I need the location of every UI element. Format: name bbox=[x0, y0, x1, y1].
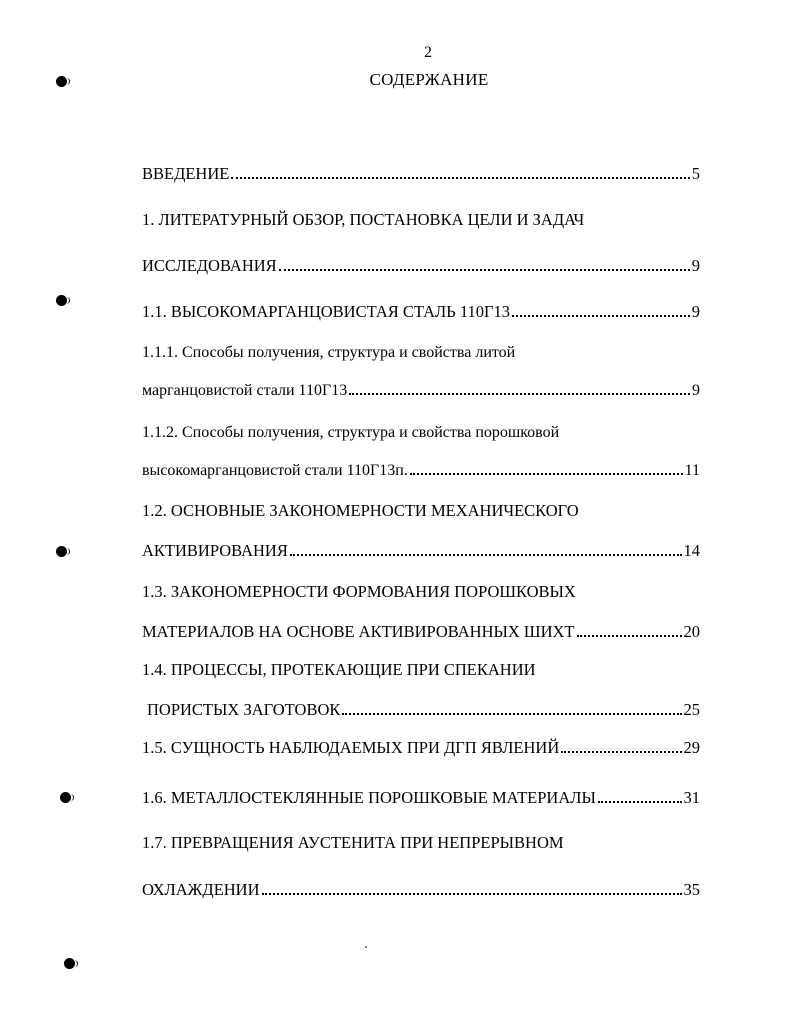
scan-speck bbox=[365, 946, 367, 948]
toc-entry-page: 29 bbox=[683, 738, 700, 757]
toc-entry[interactable] bbox=[142, 252, 700, 276]
punch-hole-icon bbox=[56, 295, 67, 306]
toc-entry-title: 1. ЛИТЕРАТУРНЫЙ ОБЗОР, ПОСТАНОВКА ЦЕЛИ И ЗАДАЧ bbox=[142, 210, 585, 229]
toc-entry[interactable] bbox=[142, 784, 700, 808]
toc-entry[interactable] bbox=[142, 206, 700, 230]
toc-entry[interactable] bbox=[142, 298, 700, 322]
toc-entry[interactable] bbox=[142, 618, 700, 642]
toc-entry-title: МАТЕРИАЛОВ НА ОСНОВЕ АКТИВИРОВАННЫХ ШИХТ bbox=[142, 622, 575, 641]
toc-entry[interactable] bbox=[142, 734, 700, 758]
toc-leader-dots bbox=[290, 553, 682, 556]
toc-leader-dots bbox=[262, 892, 682, 895]
toc-entry-title: 1.2. ОСНОВНЫЕ ЗАКОНОМЕРНОСТИ МЕХАНИЧЕСКОГО bbox=[142, 501, 579, 520]
toc-entry-title: ОХЛАЖДЕНИИ bbox=[142, 880, 260, 899]
toc-leader-dots bbox=[561, 750, 681, 753]
toc-entry-title: 1.7. ПРЕВРАЩЕНИЯ АУСТЕНИТА ПРИ НЕПРЕРЫВНОМ bbox=[142, 833, 564, 852]
toc-entry-title: 1.5. СУЩНОСТЬ НАБЛЮДАЕМЫХ ПРИ ДГП ЯВЛЕНИЙ bbox=[142, 738, 560, 757]
toc-leader-dots bbox=[349, 392, 690, 395]
toc-entry-title: 1.4. ПРОЦЕССЫ, ПРОТЕКАЮЩИЕ ПРИ СПЕКАНИИ bbox=[142, 660, 536, 679]
page-number: 2 bbox=[424, 44, 432, 61]
toc-entry-page: 25 bbox=[683, 700, 700, 719]
toc-entry-title: высокомарганцовистой стали 110Г13п. bbox=[142, 462, 408, 479]
toc-entry-title: АКТИВИРОВАНИЯ bbox=[142, 541, 288, 560]
toc-entry[interactable] bbox=[142, 829, 700, 853]
toc-entry-title: 1.3. ЗАКОНОМЕРНОСТИ ФОРМОВАНИЯ ПОРОШКОВЫХ bbox=[142, 582, 576, 601]
toc-entry-title: 1.1.1. Способы получения, структура и свойства литой bbox=[142, 344, 516, 361]
toc-entry-title: 1.6. МЕТАЛЛОСТЕКЛЯННЫЕ ПОРОШКОВЫЕ МАТЕРИАЛЫ bbox=[142, 788, 596, 807]
toc-leader-dots bbox=[512, 314, 690, 317]
toc-entry-title: ИССЛЕДОВАНИЯ bbox=[142, 256, 277, 275]
toc-leader-dots bbox=[342, 712, 681, 715]
toc-leader-dots bbox=[231, 176, 689, 179]
punch-hole-icon bbox=[56, 76, 67, 87]
toc-entry-title: 1.1.2. Способы получения, структура и свойства порошковой bbox=[142, 424, 560, 441]
toc-entry-page: 9 bbox=[692, 382, 700, 399]
toc-leader-dots bbox=[577, 634, 682, 637]
toc-entry-page: 11 bbox=[684, 462, 700, 479]
toc-entry-title: 1.1. ВЫСОКОМАРГАНЦОВИСТАЯ СТАЛЬ 110Г13 bbox=[142, 302, 511, 321]
toc-entry-page: 5 bbox=[691, 164, 700, 183]
toc-entry[interactable] bbox=[142, 456, 700, 480]
toc-entry[interactable] bbox=[142, 418, 700, 442]
toc-entry[interactable] bbox=[142, 497, 700, 521]
toc-entry-page: 20 bbox=[683, 622, 700, 641]
toc-entry-page: 9 bbox=[691, 302, 700, 321]
toc-entry[interactable] bbox=[142, 578, 700, 602]
toc-entry[interactable] bbox=[142, 876, 700, 900]
toc-entry-title: ВВЕДЕНИЕ bbox=[142, 164, 230, 183]
toc-entry[interactable] bbox=[142, 338, 700, 362]
toc-entry[interactable] bbox=[147, 696, 700, 720]
toc-entry-page: 14 bbox=[683, 541, 700, 560]
punch-hole-icon bbox=[60, 792, 71, 803]
toc-entry-page: 9 bbox=[691, 256, 700, 275]
toc-entry-page: 31 bbox=[683, 788, 700, 807]
page-title: СОДЕРЖАНИЕ bbox=[369, 70, 489, 89]
toc-entry-title: марганцовистой стали 110Г13 bbox=[142, 382, 348, 399]
toc-entry-page: 35 bbox=[683, 880, 700, 899]
toc-entry[interactable] bbox=[142, 656, 700, 680]
toc-entry[interactable] bbox=[142, 376, 700, 400]
toc-entry-title: ПОРИСТЫХ ЗАГОТОВОК bbox=[147, 700, 341, 719]
toc-leader-dots bbox=[410, 472, 683, 475]
toc-leader-dots bbox=[279, 268, 690, 271]
punch-hole-icon bbox=[64, 958, 75, 969]
punch-hole-icon bbox=[56, 546, 67, 557]
toc-leader-dots bbox=[598, 800, 682, 803]
toc-entry[interactable] bbox=[142, 537, 700, 561]
toc-entry[interactable] bbox=[142, 160, 700, 184]
